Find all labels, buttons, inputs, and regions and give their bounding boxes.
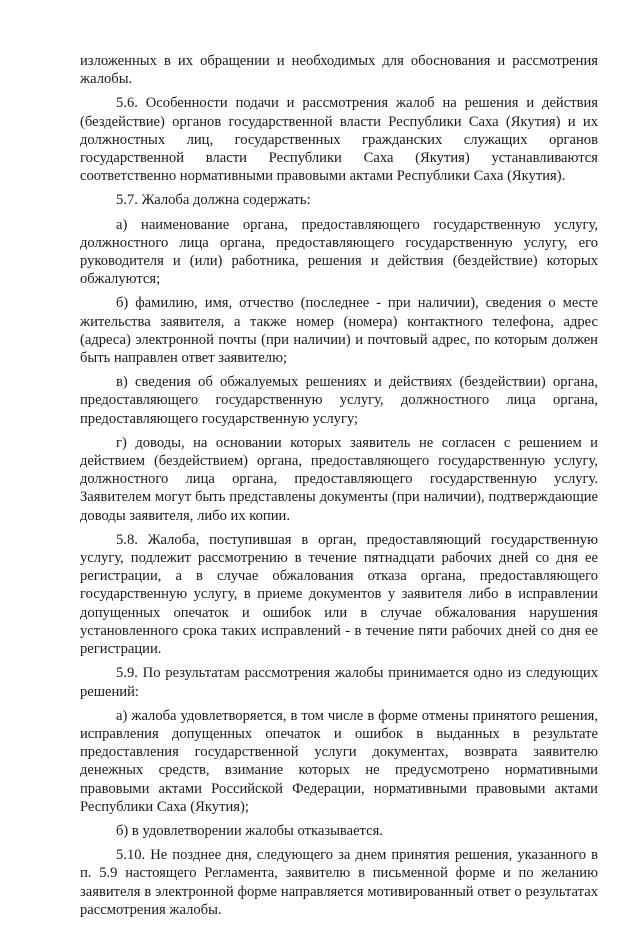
paragraph-5-9: 5.9. По результатам рассмотрения жалобы принимается одно из следующих решений: xyxy=(80,665,598,700)
paragraph-5-7-g: г) доводы, на основании которых заявитель не согласен с решением и действием (бездействием) органа, предоставляющего государственную услугу, должностного лица органа, предоставляющего государственную услугу. Заявителем могут быть представлены документы (при наличии), подтверждающие доводы заявителя, либо их копии. xyxy=(80,434,598,524)
paragraph-5-7-v: в) сведения об обжалуемых решениях и действиях (бездействии) органа, предоставляющего государственную услугу, должностного лица органа, предоставляющего государственную услугу; xyxy=(80,374,598,427)
paragraph-5-6: 5.6. Особенности подачи и рассмотрения жалоб на решения и действия (бездействие) органов государственной власти Республики Саха (Якутия) и их должностных лиц, государственных гражданских служащих органов государственной власти Республики Саха (Якутия) устанавливаются соответственно нормативными правовыми актами Республики Саха (Якутия). xyxy=(80,95,598,185)
document-page xyxy=(80,52,598,925)
paragraph-5-7: 5.7. Жалоба должна содержать: xyxy=(116,192,311,209)
paragraph-5-9-b: б) в удовлетворении жалобы отказывается. xyxy=(116,822,383,839)
paragraph-5-8: 5.8. Жалоба, поступившая в орган, предоставляющий государственную услугу, подлежит рассмотрению в течение пятнадцати рабочих дней со дня ее регистрации, а в случае обжалования отказа органа, предоставляющего государственную услугу, в приеме документов у заявителя либо в исправлении допущенных опечаток и ошибок или в случае обжалования нарушения установленного срока таких исправлений - в течение пяти рабочих дней со дня ее регистрации. xyxy=(80,531,598,658)
paragraph-5-9-a: а) жалоба удовлетворяется, в том числе в форме отмены принятого решения, исправления допущенных опечаток и ошибок в выданных в результате предоставления государственной услуги документах, возврата заявителю денежных средств, взимание которых не предусмотрено нормативными правовыми актами Российской Федерации, нормативными правовыми актами Республики Саха (Якутия); xyxy=(80,707,598,815)
paragraph-5-10: 5.10. Не позднее дня, следующего за днем принятия решения, указанного в п. 5.9 настоящего Регламента, заявителю в письменной форме и по желанию заявителя в электронной форме направляется мотивированный ответ о результатах рассмотрения жалобы. xyxy=(80,847,598,918)
paragraph-continuation: изложенных в их обращении и необходимых для обоснования и рассмотрения жалобы. xyxy=(80,53,598,88)
paragraph-5-7-b: б) фамилию, имя, отчество (последнее - при наличии), сведения о месте жительства заявителя, а также номер (номера) контактного телефона, адрес (адреса) электронной почты (при наличии) и почтовый адрес, по которым должен быть направлен ответ заявителю; xyxy=(80,295,598,367)
paragraph-5-7-a: а) наименование органа, предоставляющего государственную услугу, должностного лица органа, предоставляющего государственную услугу, его руководителя и (или) работника, решения и действия (бездействие) которых обжалуются; xyxy=(80,216,598,288)
